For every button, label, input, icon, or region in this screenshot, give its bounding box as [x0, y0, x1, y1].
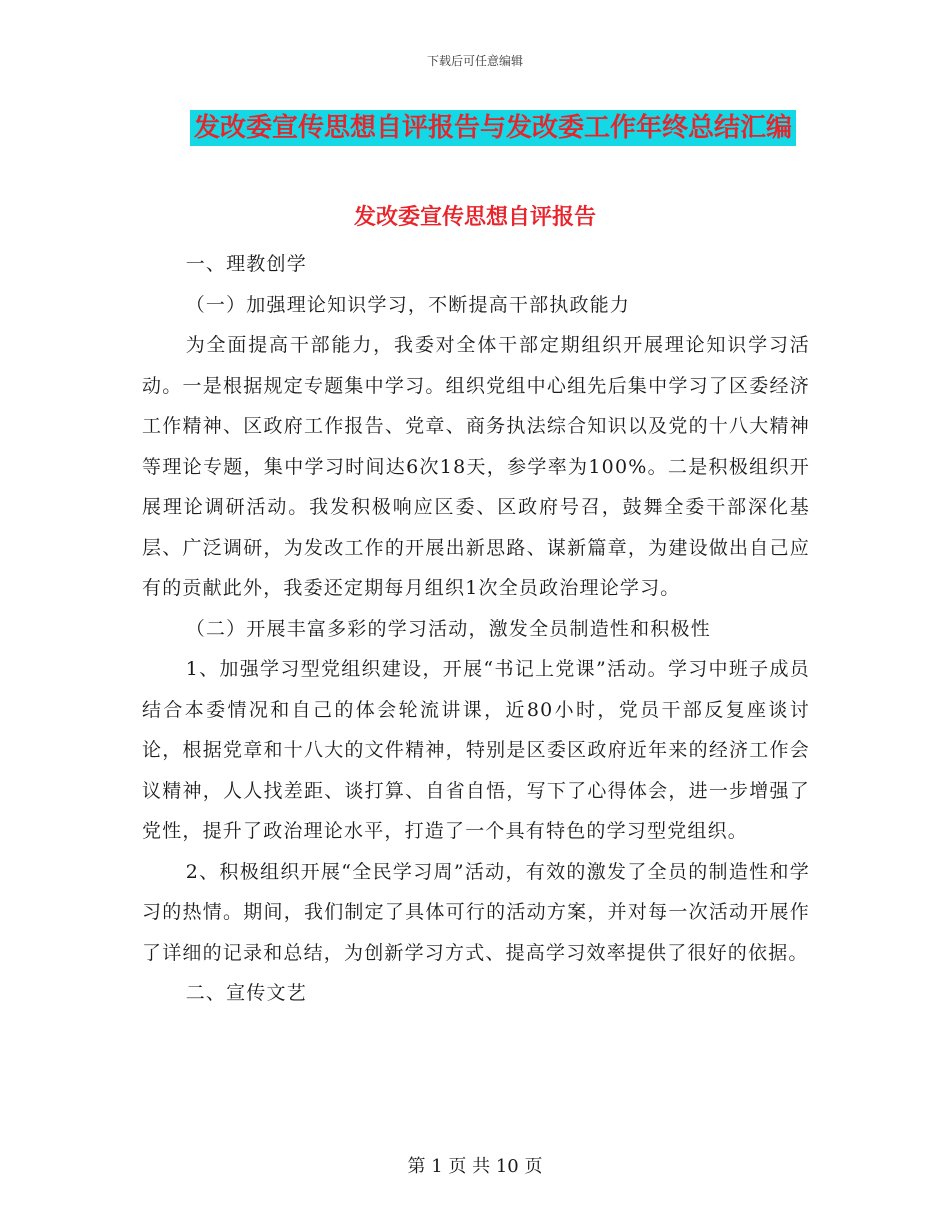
- subsection-heading-2: （二）开展丰富多彩的学习活动，激发全员制造性和积极性: [185, 617, 711, 640]
- page-footer: 第 1 页 共 10 页: [407, 1156, 543, 1177]
- header-note: 下载后可任意编辑: [426, 54, 523, 68]
- subsection-heading-1: （一）加强理论知识学习，不断提高干部执政能力: [185, 293, 631, 316]
- body-paragraph: 1、加强学习型党组织建设，开展“书记上党课”活动。学习中班子成员结合本委情况和自己的体会轮流讲课，近80小时，党员干部反复座谈讨论，根据党章和十八大的文件精神，特别是区委区政府近年来的经济工作会议精神，人人找差距、谈打算、自省自悟，写下了心得体会，进一步增强了党性，提升了政治理论水平，打造了一个具有特色的学习型党组织。: [142, 658, 810, 842]
- section-heading-2: 二、宣传文艺: [185, 982, 307, 1004]
- body-paragraph: 2、积极组织开展“全民学习周”活动，有效的激发了全员的制造性和学习的热情。期间，我们制定了具体可行的活动方案，并对每一次活动开展作了详细的记录和总结，为创新学习方式、提高学习效率提供了很好的依据。: [142, 860, 810, 964]
- main-title: 发改委宣传思想自评报告与发改委工作年终总结汇编: [190, 110, 796, 146]
- document-body: [142, 244, 810, 1014]
- body-paragraph: 为全面提高干部能力，我委对全体干部定期组织开展理论知识学习活动。一是根据规定专题集中学习。组织党组中心组先后集中学习了区委经济工作精神、区政府工作报告、党章、商务执法综合知识以及党的十八大精神等理论专题，集中学习时间达6次18天，参学率为100%。二是积极组织开展理论调研活动。我发积极响应区委、区政府号召，鼓舞全委干部深化基层、广泛调研，为发改工作的开展出新思路、谋新篇章，为建设做出自己应有的贡献此外，我委还定期每月组织1次全员政治理论学习。: [142, 334, 810, 599]
- sub-title: 发改委宣传思想自评报告: [353, 205, 596, 230]
- section-heading-1: 一、理教创学: [185, 253, 307, 275]
